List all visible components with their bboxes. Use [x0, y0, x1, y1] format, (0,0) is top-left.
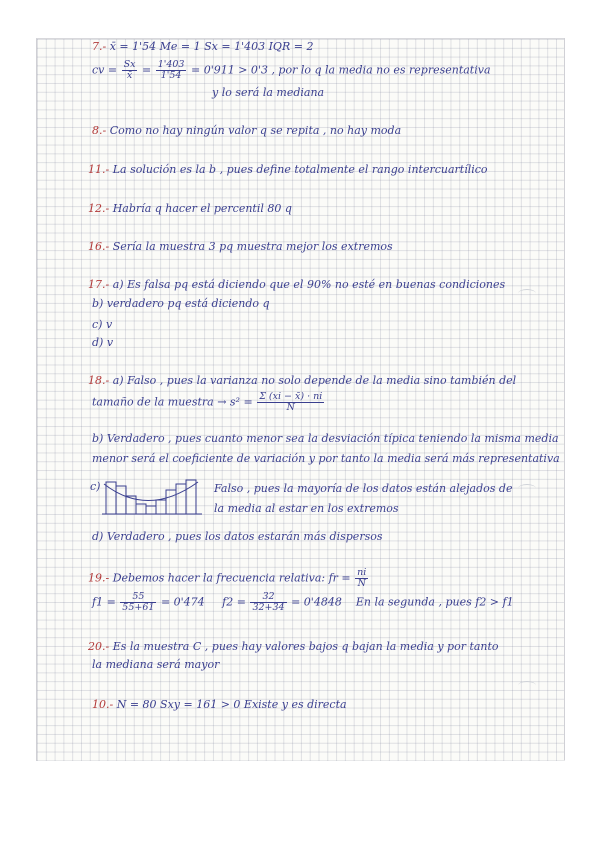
q11-line	[88, 163, 488, 176]
q20-number: 20.-	[88, 640, 110, 653]
q17-line-a	[88, 278, 505, 291]
q18-line-b1: b) Verdadero , pues cuanto menor sea la desviación típica teniendo la misma media	[92, 432, 559, 445]
q7-number: 7.-	[92, 40, 107, 53]
q12-text: Habría q hacer el percentil 80 q	[112, 202, 292, 215]
q17-line-d: d) v	[92, 336, 114, 349]
q18-number: 18.-	[88, 374, 110, 387]
q19-line1	[88, 568, 369, 589]
q18-line-d: d) Verdadero , pues los datos estarán más dispersos	[92, 530, 383, 543]
q10-line	[92, 698, 347, 711]
q7-line3: y lo será la mediana	[212, 86, 325, 99]
q8-line	[92, 124, 401, 137]
q18-line-a1	[88, 374, 516, 387]
q19-conclusion: En la segunda , pues f2 > f1	[355, 595, 514, 609]
q18-line-b2: menor será el coeficiente de variación y por tanto la media será más representativa	[92, 452, 560, 465]
f2-value: = 0'4848	[291, 595, 342, 609]
q7-conclusion: = 0'911 > 0'3 , por lo q la media no es representativa	[190, 63, 491, 77]
variance-fraction: $\frac{\Sigma (xi - x̄) \cdot ni}{N}$	[259, 391, 323, 413]
q20-text1: Es la muestra C , pues hay valores bajos q bajan la media y por tanto	[112, 640, 499, 653]
q18-line-a2	[92, 392, 325, 413]
fr-fraction: $\frac{ni}{N}$	[357, 567, 367, 589]
q8-text: Como no hay ningún valor q se repita , no hay moda	[109, 124, 402, 137]
q20-line1	[88, 640, 499, 653]
f2-fraction: $\frac{32}{32+34}$	[252, 591, 285, 613]
binder-hole-mark	[518, 484, 536, 493]
q16-number: 16.-	[88, 240, 110, 253]
binder-hole-mark	[518, 289, 536, 298]
binder-hole-mark	[518, 681, 536, 690]
bimodal-histogram-sketch	[98, 474, 206, 518]
q19-line2: f1 = $\frac{55}{55+61}$ = 0'474 f2 = $\frac{32}{32+34}$ = 0'4848 En la segunda , pues f2 > f1	[92, 591, 514, 613]
q11-text: La solución es la b , pues define totalmente el rango intercuartílico	[112, 163, 488, 176]
q10-text: N = 80 Sxy = 161 > 0 Existe y es directa	[116, 698, 347, 711]
fr-prefix: fr =	[328, 571, 351, 585]
q18-a-text1: Falso , pues la varianza no solo depende de la media sino también del	[127, 374, 517, 387]
q17-a: a) Es falsa pq está diciendo que el 90% no esté en buenas condiciones	[112, 278, 506, 291]
q17-number: 17.-	[88, 278, 110, 291]
q18-c-text2: la media al estar en los extremos	[214, 502, 399, 515]
q18-c-text1: Falso , pues la mayoría de los datos están alejados de	[214, 482, 513, 495]
q7-stats: x̄ = 1'54 Me = 1 Sx = 1'403 IQR = 2	[109, 40, 314, 53]
q18-a-label: a)	[112, 374, 124, 387]
q19-text: Debemos hacer la frecuencia relativa:	[112, 571, 326, 585]
q12-number: 12.-	[88, 202, 110, 215]
cv-prefix: cv =	[92, 63, 118, 77]
q18-c-label: c)	[90, 480, 101, 493]
q20-line2: la mediana será mayor	[92, 658, 220, 671]
q16-line	[88, 240, 393, 253]
q7-line2: cv = $\frac{Sx}{x̄}$ = $\frac{1'403}{1'54}$ = 0'911 > 0'3 , por lo q la media no es representativa	[92, 59, 491, 81]
f1-value: = 0'474	[160, 595, 205, 609]
sheet-edge	[564, 38, 565, 760]
q8-number: 8.-	[92, 124, 107, 137]
q12-line	[88, 202, 292, 215]
q19-number: 19.-	[88, 571, 110, 585]
q10-number: 10.-	[92, 698, 114, 711]
q17-line-b: b) verdadero pq está diciendo q	[92, 297, 270, 310]
q18-a-text2: tamaño de la muestra → s² =	[92, 395, 253, 409]
q7-line1	[92, 40, 313, 53]
q17-line-c: c) v	[92, 318, 113, 331]
q11-number: 11.-	[88, 163, 110, 176]
cv-fraction: $\frac{Sx}{x̄}$	[123, 59, 136, 81]
q16-text: Sería la muestra 3 pq muestra mejor los extremos	[112, 240, 393, 253]
cv-value-fraction: $\frac{1'403}{1'54}$	[157, 59, 185, 81]
f1-fraction: $\frac{55}{55+61}$	[122, 591, 155, 613]
